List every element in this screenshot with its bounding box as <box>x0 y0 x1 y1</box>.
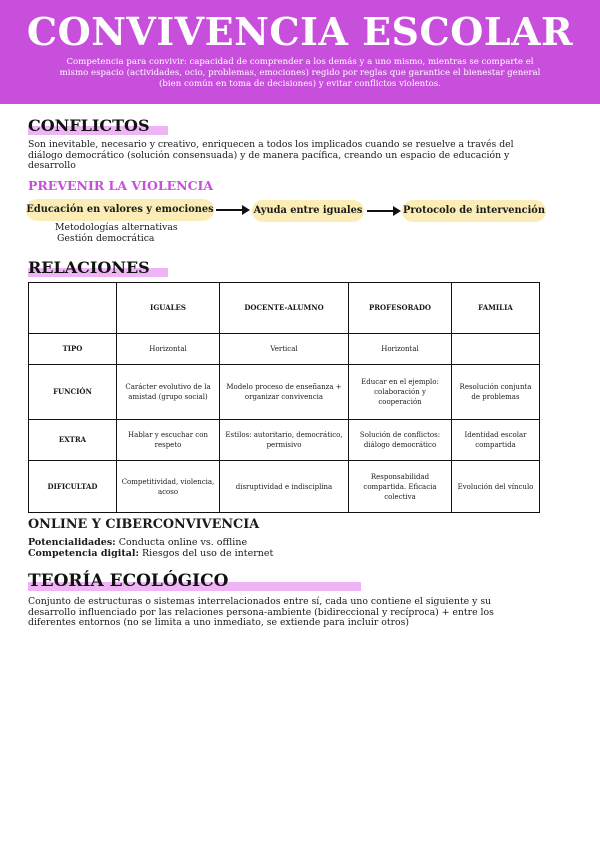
competencia-label: Competencia digital: <box>28 548 139 559</box>
page-title: CONVIVENCIA ESCOLAR <box>26 9 574 54</box>
row-label: DIFICULTAD <box>29 461 117 513</box>
table-cell: Estilos: autoritario, democrático, permisivo <box>220 420 349 461</box>
section-title-text: RELACIONES <box>28 258 150 277</box>
table-cell: Hablar y escuchar con respeto <box>117 420 220 461</box>
list-item: Gestión democrática <box>57 232 155 244</box>
list-item: Metodologías alternativas <box>55 222 178 233</box>
table-header-cell: IGUALES <box>117 283 220 334</box>
section-title-teoria <box>28 571 228 591</box>
potencialidades-label: Potencialidades: <box>28 537 116 548</box>
table-cell: Evolución del vínculo <box>452 461 540 513</box>
table-cell: Horizontal <box>349 334 452 365</box>
table-row <box>29 461 540 513</box>
flow-step-1: Educación en valores y emociones <box>26 199 214 221</box>
page-subtitle: Competencia para convivir: capacidad de comprender a los demás y a uno mismo, mientras se comparte el mismo espacio (actividades, ocio, problemas, emociones) regido por reglas que garantice el bienestar general (bien común en toma de decisiones) y evitar conflictos violentos. <box>59 57 541 89</box>
table-row <box>29 334 540 365</box>
table-cell: disruptividad e indisciplina <box>220 461 349 513</box>
table-cell: Modelo proceso de enseñanza + organizar convivencia <box>220 365 349 420</box>
potencialidades-line <box>28 537 247 548</box>
table-header-cell <box>29 283 117 334</box>
table-cell: Responsabilidad compartida. Eficacia colectiva <box>349 461 452 513</box>
table-row <box>29 420 540 461</box>
table-cell: Resolución conjunta de problemas <box>452 365 540 420</box>
table-cell: Competitividad, violencia, acoso <box>117 461 220 513</box>
flow-step-2: Ayuda entre iguales <box>252 200 364 222</box>
section-title-text: TEORÍA ECOLÓGICO <box>28 571 229 591</box>
table-cell: Educar en el ejemplo: colaboración y cooperación <box>349 365 452 420</box>
table-cell: Vertical <box>220 334 349 365</box>
table-cell: Carácter evolutivo de la amistad (grupo social) <box>117 365 220 420</box>
flow-step-3: Protocolo de intervención <box>402 200 546 222</box>
arrow-right-icon <box>367 210 399 212</box>
relaciones-table <box>28 282 540 513</box>
table-header-cell: PROFESORADO <box>349 283 452 334</box>
row-label: EXTRA <box>29 420 117 461</box>
competencia-line <box>28 548 273 559</box>
page-header <box>0 0 600 104</box>
prevenir-list <box>55 223 178 244</box>
competencia-value: Riesgos del uso de internet <box>139 548 274 559</box>
row-label: FUNCIÓN <box>29 365 117 420</box>
section-title-relaciones <box>28 258 150 277</box>
teoria-paragraph: Conjunto de estructuras o sistemas interrelacionados entre sí, cada uno contiene el siguiente y su desarrollo influenciado por las relaciones persona-ambiente (bidireccional y recíproca) + entre los diferentes entornos (no se limita a uno inmediato, se extiende para incluir otros) <box>28 596 494 628</box>
row-label: TIPO <box>29 334 117 365</box>
prevenir-title: PREVENIR LA VIOLENCIA <box>28 178 214 193</box>
arrow-right-icon <box>216 209 248 211</box>
table-header-cell: DOCENTE-ALUMNO <box>220 283 349 334</box>
table-cell <box>452 334 540 365</box>
online-title: ONLINE Y CIBERCONVIVENCIA <box>28 517 260 532</box>
table-cell: Solución de conflictos: diálogo democrático <box>349 420 452 461</box>
table-cell: Horizontal <box>117 334 220 365</box>
table-header-cell: FAMILIA <box>452 283 540 334</box>
section-title-conflictos <box>28 116 150 135</box>
table-cell: Identidad escolar compartida <box>452 420 540 461</box>
table-header-row <box>29 283 540 334</box>
conflictos-paragraph: Son inevitable, necesario y creativo, enriquecen a todos los implicados cuando se resuelve a través del diálogo democrático (solución consensuada) y de manera pacífica, creando un espacio de educación y desarrollo <box>28 139 514 171</box>
potencialidades-value: Conducta online vs. offline <box>115 537 248 548</box>
table-row <box>29 365 540 420</box>
section-title-text: CONFLICTOS <box>28 116 150 135</box>
